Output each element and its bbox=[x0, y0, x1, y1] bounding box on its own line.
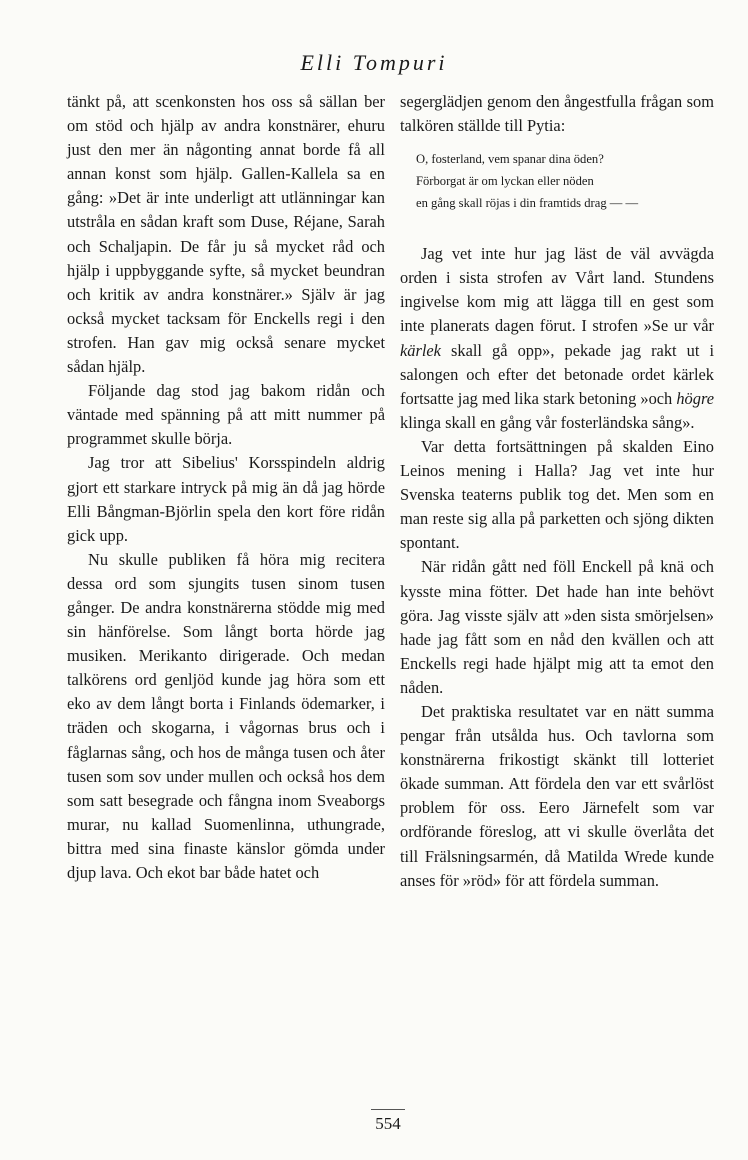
emphasis: högre bbox=[676, 388, 714, 408]
paragraph: Nu skulle publiken få höra mig recitera dessa ord som sjungits tusen sinom tusen gånger. De andra konstnärerna stödde mig med sin hänförelse. Som långt borta hörde jag musiken. Merikanto dirigerade. Och medan talkörens ord genljöd kunde jag höra som ett eko av dem långt borta i Finlands ödemarker, i träden och skogarna, i vågornas brus och i fåglarnas sång, och hos de många tusen och åter tusen som sov under mullen och också hos dem som satt besegrade och fångna inom Sveaborgs murar, nu kallad Suomenlinna, uthungrade, bittra med sina finaste känslor gömda under djup lava. Och ekot bar både hatet och bbox=[67, 549, 385, 882]
text-run: skall gå opp», pekade jag rakt ut i salongen och efter det betonade ordet kärlek fortsatte jag med lika stark betoning »och bbox=[400, 340, 714, 408]
left-column bbox=[67, 90, 385, 885]
footer-rule bbox=[371, 1109, 405, 1110]
page-number: 554 bbox=[375, 1114, 401, 1133]
paragraph: segerglädjen genom den ångestfulla frågan som talkören ställde till Pytia: bbox=[400, 92, 714, 136]
paragraph: Jag tror att Sibelius' Korsspindeln aldrig gjort ett starkare intryck på mig än då jag hörde Elli Bångman-Björlin spela den kort före ridån gick upp. bbox=[67, 453, 385, 545]
poem-line: Förborgat är om lyckan eller nöden bbox=[416, 174, 594, 189]
paragraph: När ridån gått ned föll Enckell på knä och kysste mina fötter. Det hade han inte behövt göra. Jag visste själv att »den sista smörjelsen» hade jag fått som en nåd den kvällen och att Enckells regi hade hjälpt mig att ta emot den nåden. bbox=[400, 557, 714, 697]
emphasis: kärlek bbox=[400, 340, 441, 360]
running-title: Elli Tompuri bbox=[300, 50, 448, 75]
text-run: klinga skall en gång vår fosterländska sång». bbox=[400, 412, 695, 432]
poem-quote bbox=[416, 148, 714, 214]
paragraph: Var detta fortsättningen på skalden Eino Leinos mening i Halla? Jag vet inte hur Svenska teaterns publik tog det. Men som en man reste sig alla på parketten och sjöng dikten spontant. bbox=[400, 436, 714, 553]
poem-line: O, fosterland, vem spanar dina öden? bbox=[416, 152, 604, 167]
paragraph: Det praktiska resultatet var en nätt summa pengar från utsålda hus. Och tavlorna som konstnärerna frikostigt skänkt till lotteriet ökade summan. Att fördela den var ett svårlöst problem för oss. Eero Järnefelt som var ordförande föreslog, att vi skulle överlåta det till Frälsningsarmén, då Matilda Wrede kunde anses för »röd» för att fördela summan. bbox=[400, 701, 714, 890]
paragraph bbox=[400, 242, 714, 435]
poem-line: en gång skall röjas i din framtids drag — — bbox=[416, 196, 639, 211]
right-column bbox=[400, 90, 714, 893]
text-run: Jag vet inte hur jag läst de väl avvägda orden i sista strofen av Vårt land. Stundens ingivelse kom mig att lägga till en gest som inte planerats dagen förut. I strofen »Se ur vår bbox=[400, 244, 714, 336]
paragraph: Följande dag stod jag bakom ridån och väntade med spänning på att mitt nummer på programmet skulle börja. bbox=[67, 381, 385, 449]
paragraph: tänkt på, att scenkonsten hos oss så sällan ber om stöd och hjälp av andra konstnärer, ehuru just den mer än någonting annat borde få all annan konst som hjälp. Gallen-Kallela sa en gång: »Det är inte underligt att utlänningar kan utstråla en sådan kraft som Duse, Réjane, Sarah och Schaljapin. De får ju så mycket råd och hjälp i uppbyggande syfte, så mycket beundran och kritik av andra konstnärer.» Själv är jag också mycket tacksam för Enckells regi i den strofen. Han gav mig också senare mycket sådan hjälp. bbox=[67, 92, 385, 377]
